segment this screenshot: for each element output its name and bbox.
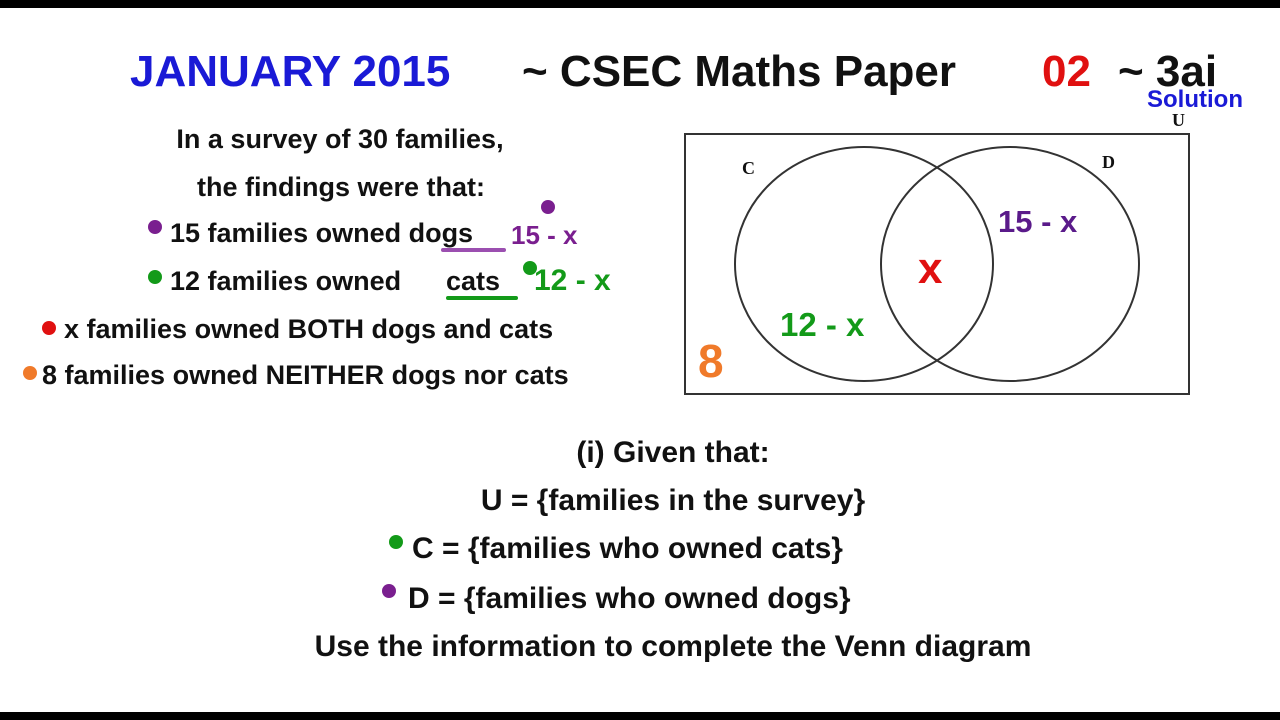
question-line-1: (i) Given that: [576, 436, 770, 469]
item-neither: 8 families owned NEITHER dogs nor cats [42, 360, 569, 390]
purple-bullet-question [382, 584, 396, 598]
intro-line-2: the findings were that: [196, 172, 486, 202]
question-line-4: D = {families who owned dogs} [408, 582, 851, 615]
region-c-only: 12 - x [780, 306, 865, 343]
item-cats-word: cats [446, 266, 501, 296]
cats-only-note: 12 - x [534, 264, 611, 297]
region-neither: 8 [698, 335, 724, 387]
region-d-only: 15 - x [998, 204, 1078, 239]
circle-c [735, 147, 993, 381]
green-bullet-question [389, 535, 403, 549]
title-paper: ~ CSEC Maths Paper [522, 47, 957, 96]
item-dogs: 15 families owned dogs [170, 218, 474, 248]
dogs-only-note: 15 - x [511, 220, 578, 250]
dogs-underline [441, 248, 506, 252]
cats-underline [446, 296, 518, 300]
title-paper-number: 02 [1042, 47, 1091, 96]
title-question-number: ~ 3ai [1118, 47, 1218, 96]
purple-bullet [148, 220, 162, 234]
set-d-label: D [1102, 152, 1115, 172]
slide [0, 8, 1280, 712]
green-bullet [148, 270, 162, 284]
question-line-2: U = {families in the survey} [480, 484, 866, 517]
title-date: JANUARY 2015 [130, 47, 451, 96]
item-cats: 12 families owned [170, 266, 402, 296]
purple-marker [541, 200, 555, 214]
intro-line-1: In a survey of 30 families, [176, 124, 504, 154]
red-bullet [42, 321, 56, 335]
item-both: x families owned BOTH dogs and cats [64, 314, 554, 344]
region-intersection: x [918, 244, 943, 293]
orange-bullet [23, 366, 37, 380]
question-line-3: C = {families who owned cats} [412, 532, 843, 565]
solution-label: Solution [1147, 86, 1243, 113]
set-c-label: C [742, 158, 755, 178]
page-title [0, 44, 1280, 104]
question-line-5: Use the information to complete the Venn diagram [314, 630, 1032, 663]
universal-set-label: U [1172, 110, 1185, 130]
